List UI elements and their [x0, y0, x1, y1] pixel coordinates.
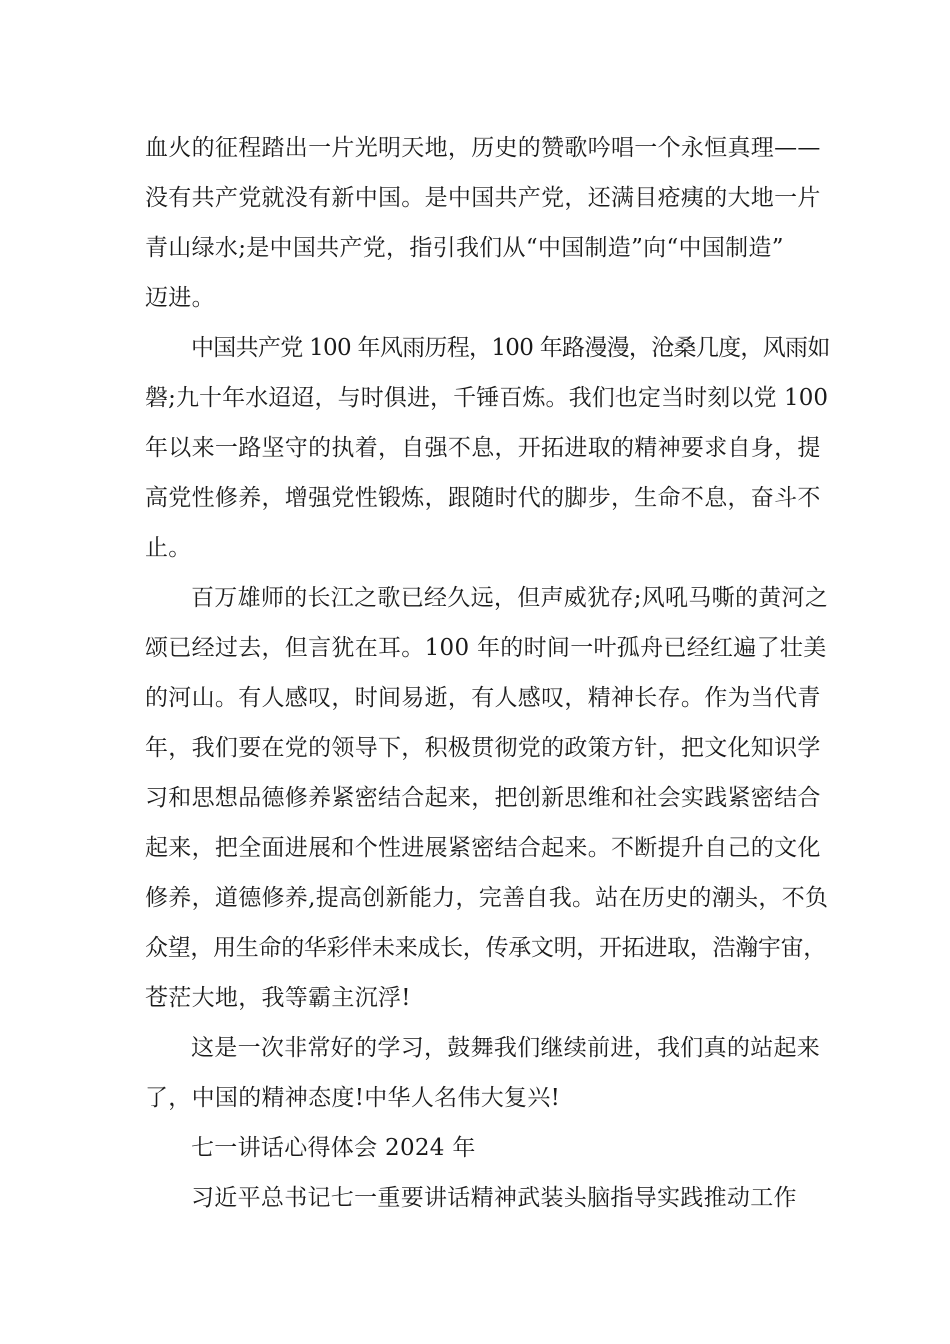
text-line: 起来，把全面进展和个性进展紧密结合起来。不断提升自己的文化 — [145, 835, 821, 861]
paragraph-start-line: 中国共产党 100 年风雨历程，100 年路漫漫，沧桑几度，风雨如 — [191, 335, 830, 361]
paragraph-start-line: 百万雄师的长江之歌已经久远，但声威犹存;风吼马嘶的黄河之 — [191, 585, 829, 611]
paragraph-start-line: 这是一次非常好的学习，鼓舞我们继续前进，我们真的站起来 — [191, 1035, 821, 1061]
text-line: 颂已经过去，但言犹在耳。100 年的时间一叶孤舟已经红遍了壮美 — [145, 635, 827, 661]
text-line: 的河山。有人感叹，时间易逝，有人感叹，精神长存。作为当代青 — [145, 685, 821, 711]
text-line: 苍茫大地，我等霸主沉浮! — [145, 985, 411, 1011]
text-line: 年以来一路坚守的执着，自强不息，开拓进取的精神要求自身，提 — [145, 435, 821, 461]
text-line: 年，我们要在党的领导下，积极贯彻党的政策方针，把文化知识学 — [145, 735, 821, 761]
text-line: 迈进。 — [145, 285, 215, 311]
text-line: 修养，道德修养,提高创新能力，完善自我。站在历史的潮头，不负 — [145, 885, 829, 911]
document-body — [145, 123, 830, 1223]
text-line: 血火的征程踏出一片光明天地，历史的赞歌吟唱一个永恒真理—— — [145, 135, 821, 161]
text-line: 止。 — [145, 535, 192, 561]
text-line: 没有共产党就没有新中国。是中国共产党，还满目疮痍的大地一片 — [145, 185, 821, 211]
text-line: 高党性修养，增强党性锻炼，跟随时代的脚步，生命不息，奋斗不 — [145, 485, 821, 511]
text-line: 磐;九十年水迢迢，与时俱进，千锤百炼。我们也定当时刻以党 100 — [145, 385, 829, 411]
text-line: 了，中国的精神态度!中华人名伟大复兴! — [145, 1085, 561, 1111]
text-line: 青山绿水;是中国共产党，指引我们从“中国制造”向“中国制造” — [145, 235, 784, 261]
text-line: 众望，用生命的华彩伴未来成长，传承文明，开拓进取，浩瀚宇宙， — [145, 935, 827, 961]
section-heading: 七一讲话心得体会 2024 年 — [191, 1135, 476, 1161]
text-line: 习和思想品德修养紧密结合起来，把创新思维和社会实践紧密结合 — [145, 785, 821, 811]
section-subheading: 习近平总书记七一重要讲话精神武装头脑指导实践推动工作 — [191, 1185, 797, 1211]
